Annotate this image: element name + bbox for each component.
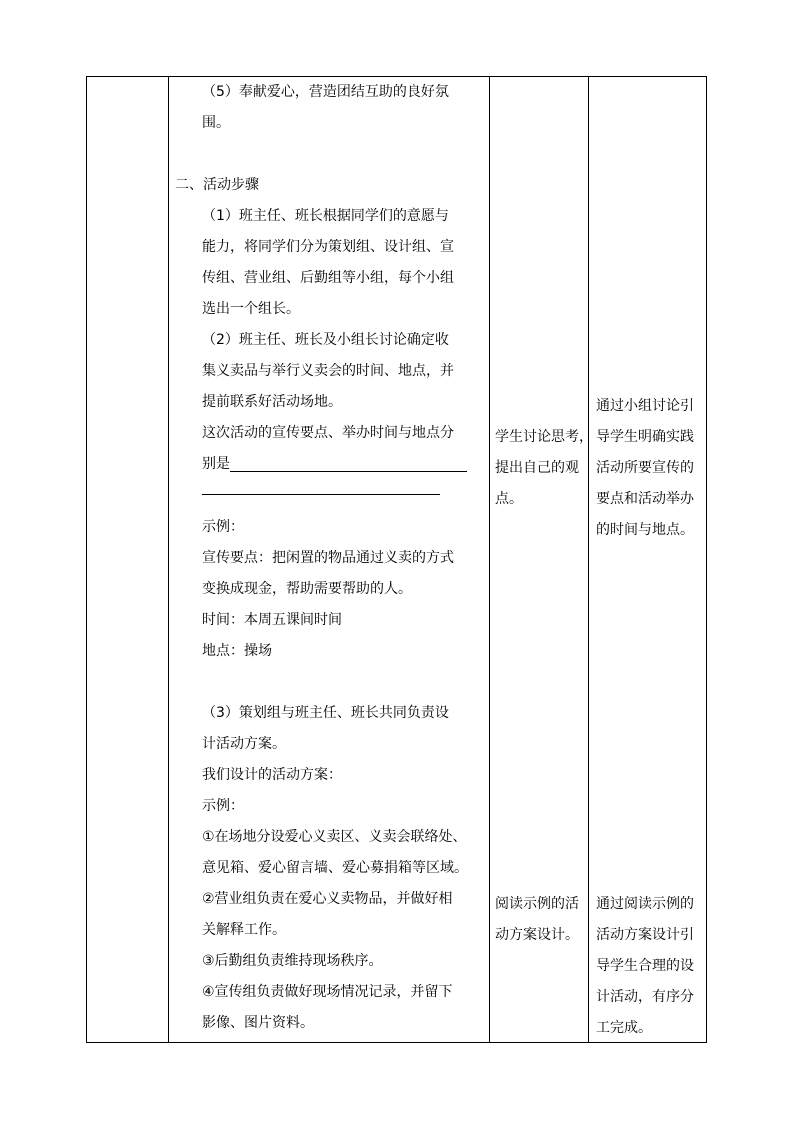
content-line: 这次活动的宣传要点、举办时间与地点分 — [202, 425, 454, 441]
content-line: （5）奉献爱心，营造团结互助的良好氛 — [202, 84, 449, 100]
content-line: （1）班主任、班长根据同学们的意愿与 — [202, 208, 449, 224]
intent-line: 计活动，有序分 — [596, 989, 694, 1005]
teaching-content-cell — [175, 77, 487, 1039]
student-line: 动方案设计。 — [495, 927, 579, 943]
content-line: 围。 — [202, 115, 230, 131]
content-line: 变换成现金，帮助需要帮助的人。 — [202, 581, 412, 597]
content-line: 关解释工作。 — [202, 922, 286, 938]
column-divider-1 — [168, 77, 169, 1042]
intent-line: 活动所要宣传的 — [596, 460, 694, 476]
intent-line: 导学生合理的设 — [596, 958, 694, 974]
content-line: 地点：操场 — [202, 643, 272, 659]
answer-blank-2[interactable] — [202, 480, 440, 495]
content-line: 示例： — [202, 519, 244, 535]
content-line: 传组、营业组、后勤组等小组，每个小组 — [202, 270, 454, 286]
student-line: 阅读示例的活 — [495, 896, 579, 912]
content-line: ①在场地分设爱心义卖区、义卖会联络处、 — [202, 829, 467, 845]
intent-line: 要点和活动举办 — [596, 491, 694, 507]
intent-line: 通过阅读示例的 — [596, 896, 694, 912]
content-line: 时间：本周五课间时间 — [202, 612, 342, 628]
intent-line: 的时间与地点。 — [596, 522, 694, 538]
answer-blank[interactable] — [230, 453, 467, 472]
intent-line: 工完成。 — [596, 1020, 652, 1036]
content-line: 意见箱、爱心留言墙、爱心募捐箱等区域。 — [202, 860, 468, 876]
content-line: ③后勤组负责维持现场秩序。 — [202, 953, 383, 969]
design-intent-block-2 — [596, 889, 706, 1044]
content-line: 选出一个组长。 — [202, 301, 300, 317]
student-activity-block-2 — [495, 889, 587, 951]
student-activity-block-1 — [495, 422, 593, 515]
fill-in-line — [202, 449, 487, 480]
student-line: 提出自己的观 — [495, 460, 579, 476]
content-line: 计活动方案。 — [202, 736, 286, 752]
content-line: 集义卖品与举行义卖会的时间、地点，并 — [202, 363, 454, 379]
content-line: 能力，将同学们分为策划组、设计组、宣 — [202, 239, 454, 255]
content-line: 我们设计的活动方案： — [202, 767, 342, 783]
column-divider-2 — [489, 77, 490, 1042]
content-line: 示例： — [202, 798, 244, 814]
lesson-table — [86, 76, 707, 1043]
fill-prefix: 别是 — [202, 456, 230, 472]
intent-line: 活动方案设计引 — [596, 927, 694, 943]
content-line: （2）班主任、班长及小组长讨论确定收 — [202, 332, 449, 348]
intent-line: 导学生明确实践 — [596, 429, 694, 445]
design-intent-block-1 — [596, 391, 706, 546]
content-line: ④宣传组负责做好现场情况记录，并留下 — [202, 984, 453, 1000]
content-line: 提前联系好活动场地。 — [202, 394, 342, 410]
intent-line: 通过小组讨论引 — [596, 398, 694, 414]
content-line: （3）策划组与班主任、班长共同负责设 — [202, 705, 449, 721]
content-line: 宣传要点：把闲置的物品通过义卖的方式 — [202, 550, 454, 566]
content-line: ②营业组负责在爱心义卖物品，并做好相 — [202, 891, 453, 907]
student-line: 点。 — [495, 491, 523, 507]
column-divider-3 — [588, 77, 589, 1042]
section-heading: 二、活动步骤 — [175, 177, 259, 193]
student-line: 学生讨论思考， — [495, 429, 593, 445]
content-line: 影像、图片资料。 — [202, 1015, 314, 1031]
